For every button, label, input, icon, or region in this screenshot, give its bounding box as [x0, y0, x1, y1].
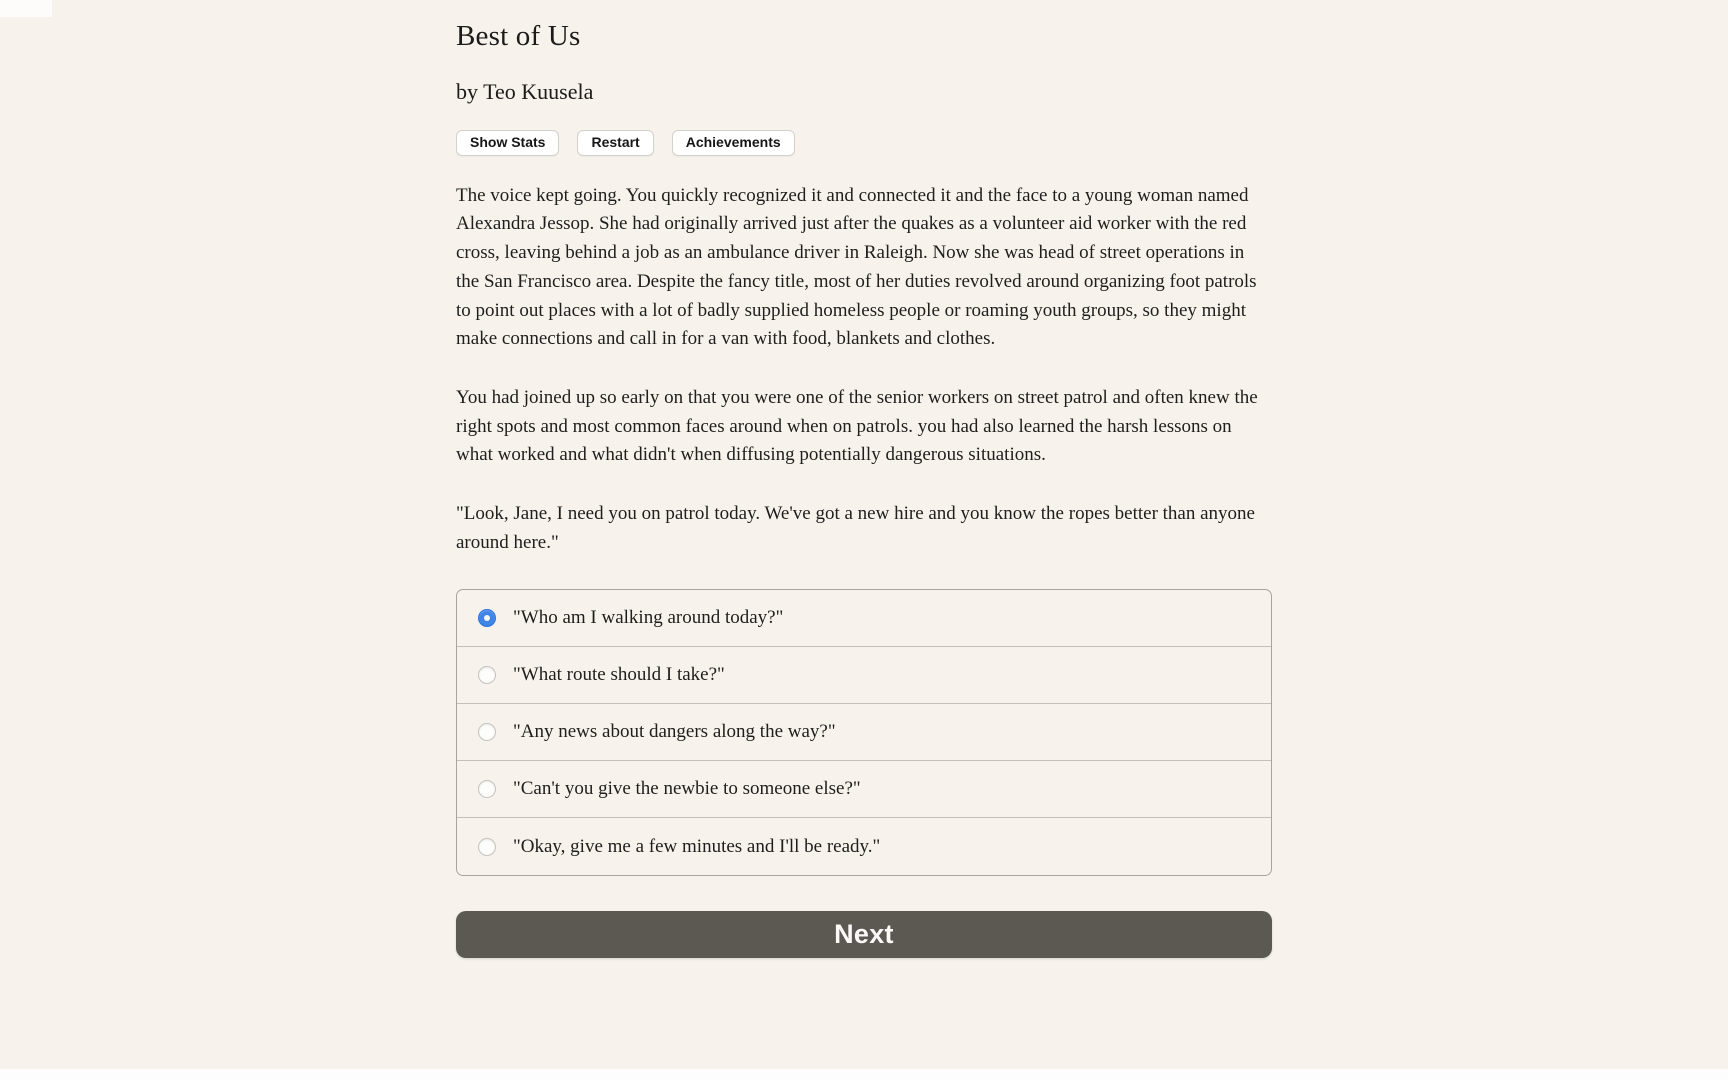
game-page	[456, 0, 1272, 958]
story-paragraph: The voice kept going. You quickly recognized it and connected it and the face to a young woman named Alexandra Jessop. She had originally arrived just after the quakes as a volunteer aid worker with the red cross, leaving behind a job as an ambulance driver in Raleigh. Now she was head of street operations in the San Francisco area. Despite the fancy title, most of her duties revolved around organizing foot patrols to point out places with a lot of badly supplied homeless people or roaming youth groups, so they might make connections and call in for a van with food, blankets and clothes.	[456, 184, 1257, 350]
bottom-strip	[0, 1069, 1728, 1080]
choice-row[interactable]	[457, 818, 1271, 875]
toolbar	[456, 130, 1272, 156]
choice-label[interactable]: "What route should I take?"	[513, 664, 725, 686]
choice-label[interactable]: "Okay, give me a few minutes and I'll be ready."	[513, 835, 881, 857]
radio-button-icon[interactable]	[478, 780, 496, 798]
radio-button-icon[interactable]	[478, 838, 496, 856]
next-button-label: Next	[834, 919, 894, 950]
game-title: Best of Us	[456, 20, 581, 52]
game-author: by Teo Kuusela	[456, 79, 594, 104]
radio-button-icon[interactable]	[478, 723, 496, 741]
window-corner-artifact	[0, 0, 52, 17]
choice-row[interactable]	[457, 761, 1271, 818]
choice-label[interactable]: "Any news about dangers along the way?"	[513, 721, 836, 743]
choice-row[interactable]	[457, 590, 1271, 647]
story-paragraph: "Look, Jane, I need you on patrol today. We've got a new hire and you know the ropes better than anyone around here."	[456, 502, 1255, 553]
choice-list	[456, 589, 1272, 876]
choice-row[interactable]	[457, 647, 1271, 704]
choice-label[interactable]: "Can't you give the newbie to someone else?"	[513, 778, 861, 800]
achievements-button[interactable]: Achievements	[672, 130, 795, 156]
story-text	[456, 182, 1272, 558]
restart-button[interactable]: Restart	[577, 130, 653, 156]
radio-button-icon[interactable]	[478, 609, 496, 627]
story-paragraph: You had joined up so early on that you were one of the senior workers on street patrol and often knew the right spots and most common faces around when on patrols. you had also learned the harsh lessons on what worked and what didn't when diffusing potentially dangerous situations.	[456, 386, 1258, 466]
choice-label[interactable]: "Who am I walking around today?"	[513, 607, 784, 629]
next-button[interactable]	[456, 911, 1272, 958]
choice-row[interactable]	[457, 704, 1271, 761]
show-stats-button[interactable]: Show Stats	[456, 130, 559, 156]
radio-button-icon[interactable]	[478, 666, 496, 684]
